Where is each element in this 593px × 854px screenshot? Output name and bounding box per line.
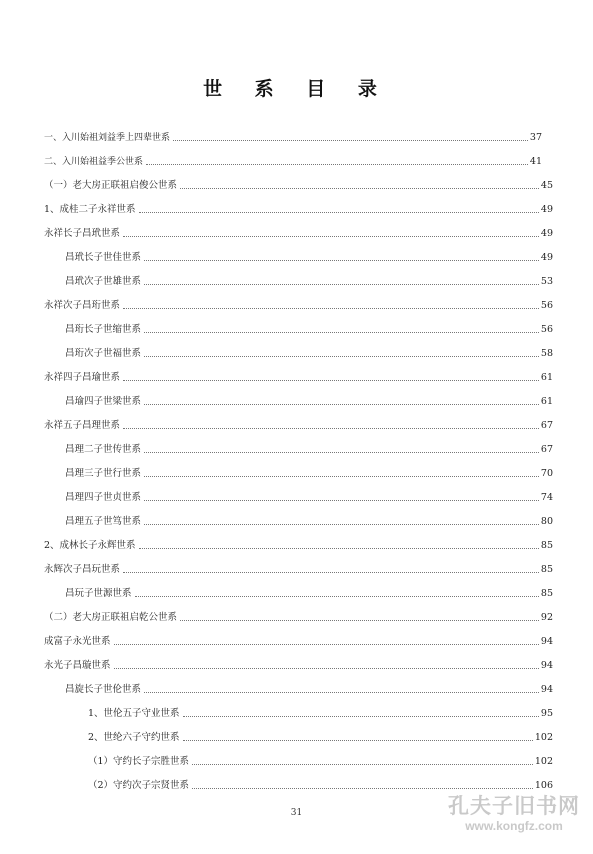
toc-dot-leader: [183, 740, 533, 741]
toc-entry: [44, 180, 553, 192]
toc-dot-leader: [144, 476, 539, 477]
toc-dot-leader: [123, 236, 539, 237]
toc-entry-page: 61: [540, 396, 553, 407]
toc-dot-leader: [144, 332, 539, 333]
toc-entry-page: 95: [540, 708, 553, 719]
toc-entry-page: 67: [540, 420, 553, 431]
toc-entry-page: 80: [540, 516, 553, 527]
toc-entry-page: 85: [540, 540, 553, 551]
toc-entry-label: 昌理五子世笃世系: [65, 516, 142, 527]
toc-entry-label: 昌瑜四子世梁世系: [65, 396, 142, 407]
toc-entry-page: 106: [534, 780, 553, 791]
watermark-text: 孔夫子旧书网: [448, 793, 580, 818]
toc-entry-page: 102: [534, 756, 553, 767]
toc-dot-leader: [146, 164, 528, 165]
toc-entry-label: （1）守约长子宗胜世系: [88, 756, 190, 767]
toc-entry: [44, 372, 553, 384]
toc-entry-page: 85: [540, 588, 553, 599]
toc-entry: [44, 156, 542, 168]
toc-entry: [65, 468, 553, 480]
toc-dot-leader: [123, 380, 539, 381]
toc-entry: [44, 420, 553, 432]
toc-entry-label: 昌玳长子世佳世系: [65, 252, 142, 263]
toc-entry-page: 37: [529, 132, 542, 143]
toc-dot-leader: [123, 308, 539, 309]
toc-entry-label: 1、成桂二子永祥世系: [44, 204, 136, 215]
toc-entry-label: 2、成林长子永辉世系: [44, 540, 136, 551]
toc-dot-leader: [144, 404, 539, 405]
toc-entry-label: 1、世伦五子守业世系: [88, 708, 180, 719]
toc-entry-page: 49: [540, 204, 553, 215]
toc-entry-label: 昌旋长子世伦世系: [65, 684, 142, 695]
toc-dot-leader: [180, 620, 539, 621]
toc-dot-leader: [192, 764, 533, 765]
toc-entry-label: （二）老大房正联祖启乾公世系: [44, 612, 178, 623]
toc-entry: [44, 300, 553, 312]
toc-dot-leader: [183, 716, 539, 717]
toc-entry-label: 永祥长子昌玳世系: [44, 228, 121, 239]
toc-entry-page: 53: [540, 276, 553, 287]
toc-entry-label: 永光子昌璇世系: [44, 660, 111, 671]
watermark-url: www.kongfz.com: [465, 819, 563, 833]
toc-entry-label: （一）老大房正联祖启俊公世系: [44, 180, 178, 191]
toc-entry: [65, 324, 553, 336]
toc-dot-leader: [144, 356, 539, 357]
toc-entry: [44, 540, 553, 552]
toc-entry-page: 56: [540, 300, 553, 311]
toc-entry-label: 永辉次子昌玩世系: [44, 564, 121, 575]
page-title: 世 系 目 录: [203, 78, 390, 100]
toc-entry-page: 94: [540, 660, 553, 671]
toc-entry: [44, 228, 553, 240]
toc-dot-leader: [192, 788, 533, 789]
toc-dot-leader: [114, 668, 539, 669]
toc-entry-page: 94: [540, 684, 553, 695]
toc-entry: [44, 132, 542, 144]
toc-entry-page: 85: [540, 564, 553, 575]
toc-entry-label: 一、入川始祖刘益季上四辈世系: [44, 133, 171, 143]
toc-entry-page: 94: [540, 636, 553, 647]
toc-entry: [65, 588, 553, 600]
toc-entry: [44, 636, 553, 648]
toc-entry: [65, 396, 553, 408]
toc-entry-label: 永祥四子昌瑜世系: [44, 372, 121, 383]
toc-entry-page: 67: [540, 444, 553, 455]
toc-entry-label: 昌珩次子世福世系: [65, 348, 142, 359]
toc-entry: [65, 684, 553, 696]
toc-dot-leader: [144, 692, 539, 693]
toc-entry-label: 昌珩长子世缩世系: [65, 324, 142, 335]
toc-dot-leader: [144, 260, 539, 261]
toc-entry: [65, 492, 553, 504]
toc-entry-label: 昌理二子世传世系: [65, 444, 142, 455]
toc-entry: [88, 732, 553, 744]
toc-dot-leader: [144, 524, 539, 525]
toc-entry-page: 49: [540, 228, 553, 239]
toc-entry: [88, 708, 553, 720]
toc-entry-page: 58: [540, 348, 553, 359]
toc-dot-leader: [123, 428, 539, 429]
toc-entry-label: 昌玳次子世雄世系: [65, 276, 142, 287]
toc-entry-label: 永祥五子昌理世系: [44, 420, 121, 431]
toc-entry-page: 45: [540, 180, 553, 191]
toc-dot-leader: [144, 452, 539, 453]
toc-dot-leader: [123, 572, 539, 573]
toc-entry-label: 昌理三子世行世系: [65, 468, 142, 479]
toc-entry-label: 永祥次子昌珩世系: [44, 300, 121, 311]
toc-entry-label: （2）守约次子宗贤世系: [88, 780, 190, 791]
toc-dot-leader: [139, 548, 539, 549]
toc-entry: [65, 444, 553, 456]
toc-entry: [88, 780, 553, 792]
page-number: 31: [290, 808, 303, 818]
toc-dot-leader: [139, 212, 539, 213]
toc-entry: [44, 660, 553, 672]
toc-entry: [65, 276, 553, 288]
toc-entry-page: 56: [540, 324, 553, 335]
toc-dot-leader: [135, 596, 539, 597]
toc-dot-leader: [173, 140, 528, 141]
watermark: [444, 794, 584, 834]
toc-entry: [44, 204, 553, 216]
toc-entry-page: 70: [540, 468, 553, 479]
toc-dot-leader: [114, 644, 539, 645]
toc-entry: [88, 756, 553, 768]
toc-entry: [44, 612, 553, 624]
toc-entry: [65, 348, 553, 360]
toc-entry-page: 61: [540, 372, 553, 383]
toc-entry: [44, 564, 553, 576]
toc-entry-page: 41: [529, 156, 542, 167]
toc-entry-label: 昌玩子世源世系: [65, 588, 132, 599]
toc-dot-leader: [144, 500, 539, 501]
toc-entry-label: 2、世纶六子守约世系: [88, 732, 180, 743]
toc-entry-page: 49: [540, 252, 553, 263]
toc-dot-leader: [144, 284, 539, 285]
toc-entry-label: 昌理四子世贞世系: [65, 492, 142, 503]
toc-entry-page: 92: [540, 612, 553, 623]
toc-entry-label: 二、入川始祖益季公世系: [44, 157, 144, 167]
toc-entry: [65, 252, 553, 264]
toc-entry: [65, 516, 553, 528]
toc-entry-page: 102: [534, 732, 553, 743]
toc-dot-leader: [180, 188, 539, 189]
toc-entry-page: 74: [540, 492, 553, 503]
toc-entry-label: 成富子永光世系: [44, 636, 111, 647]
